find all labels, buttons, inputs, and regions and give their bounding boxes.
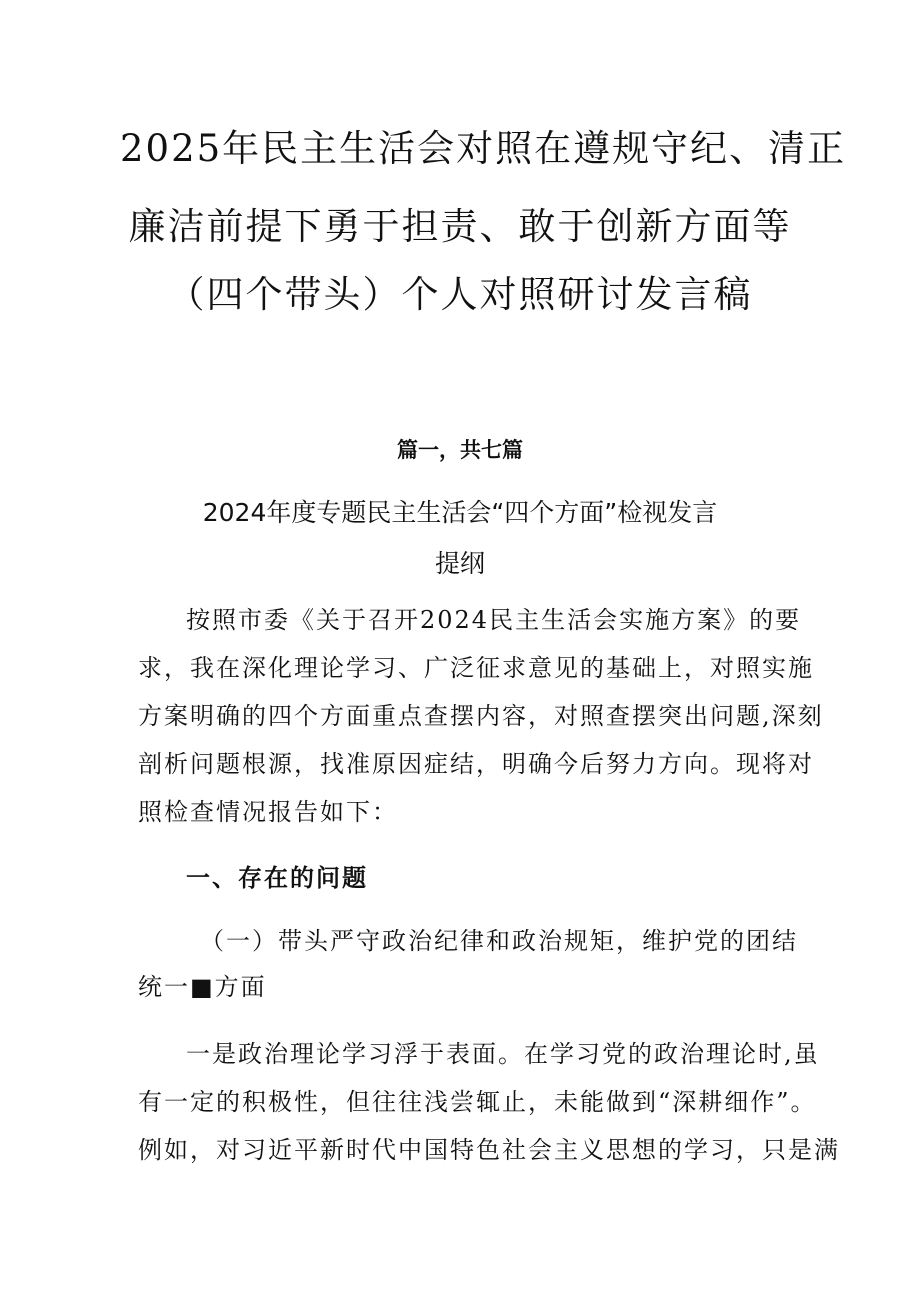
intro-line: 剖析问题根源，找准原因症结，明确今后努力方向。现将对 [138, 750, 814, 778]
intro-line: 方案明确的四个方面重点查摆内容，对照查摆突出问题,深刻 [138, 702, 824, 730]
intro-line: 按照市委《关于召开2024民主生活会实施方案》的要 [186, 606, 802, 634]
section-heading: 一、存在的问题 [186, 864, 368, 892]
document-title-line-2: 廉洁前提下勇于担责、敢于创新方面等 [128, 205, 792, 248]
paragraph-line: 一是政治理论学习浮于表面。在学习党的政治理论时,虽 [186, 1040, 820, 1068]
subsection-heading-line: （一）带头严守政治纪律和政治规矩，维护党的团结 [200, 927, 798, 955]
document-title-line-1: 2025年民主生活会对照在遵规守纪、清正 [120, 127, 847, 170]
paragraph-line: 例如，对习近平新时代中国特色社会主义思想的学习，只是满 [138, 1136, 840, 1164]
subsection-heading-line: 统一■方面 [138, 973, 267, 1001]
chapter-label: 篇一，共七篇 [397, 437, 523, 462]
subtitle-line-1: 2024年度专题民主生活会“四个方面”检视发言 [202, 498, 718, 527]
intro-line: 照检查情况报告如下： [138, 798, 398, 826]
document-title-line-3: （四个带头）个人对照研讨发言稿 [167, 273, 753, 316]
paragraph-line: 有一定的积极性，但往往浅尝辄止，未能做到“深耕细作”。 [138, 1088, 817, 1116]
subtitle-line-2: 提纲 [434, 549, 485, 578]
intro-line: 求，我在深化理论学习、广泛征求意见的基础上，对照实施 [138, 654, 814, 682]
